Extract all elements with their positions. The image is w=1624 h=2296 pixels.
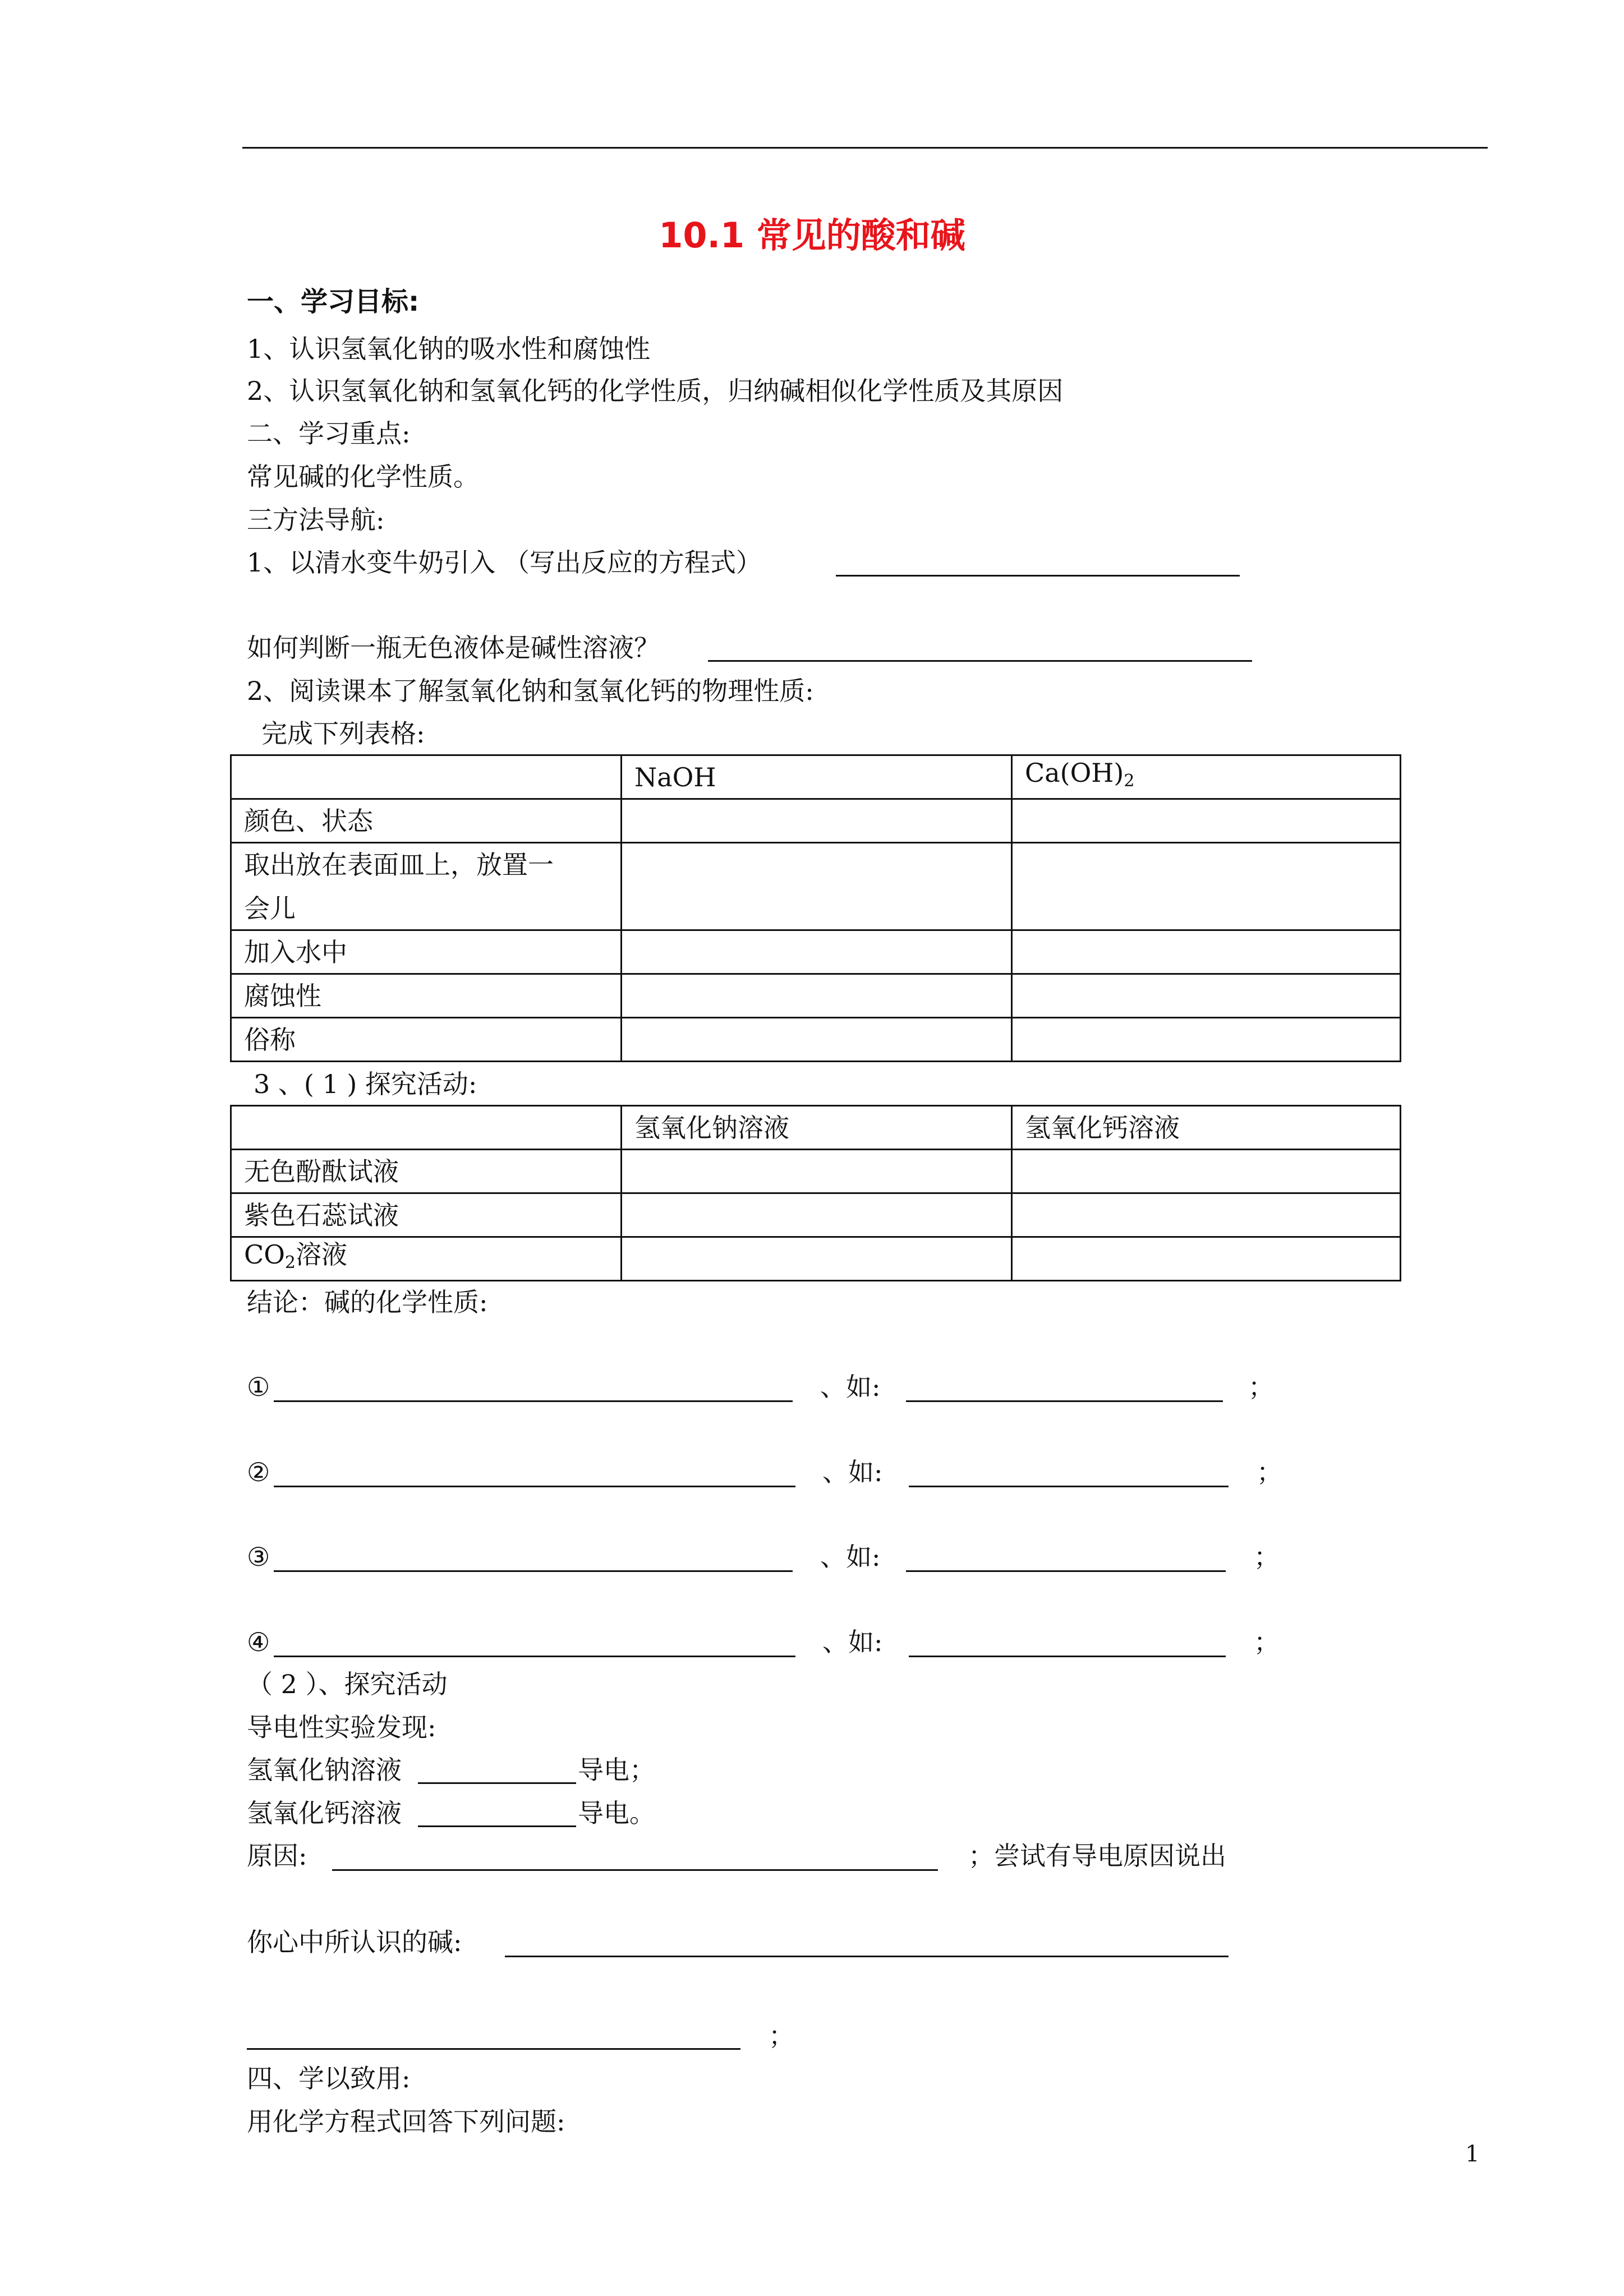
indicator-table: [230, 1105, 1401, 1281]
table-row-label: 颜色、状态: [231, 799, 622, 843]
caoh-conductivity-blank[interactable]: [418, 1825, 576, 1827]
base-blank-1[interactable]: [505, 1956, 1229, 1957]
answer-blank-equation[interactable]: [836, 575, 1240, 577]
property-number-2: ②: [247, 1457, 270, 1487]
base-end: ；: [769, 2021, 794, 2051]
section-heading-apply: 四、学以致用:: [247, 2063, 411, 2094]
table-cell-answer[interactable]: [1012, 1237, 1401, 1281]
activity-1-heading: 3 、( 1 ) 探究活动:: [254, 1069, 477, 1099]
property-blank-4[interactable]: [274, 1656, 795, 1657]
property-example-blank-1[interactable]: [906, 1400, 1223, 1402]
table-cell-answer[interactable]: [1012, 1150, 1401, 1193]
table-row-label: 加入水中: [231, 930, 622, 974]
table-cell-answer[interactable]: [622, 843, 1012, 930]
naoh-conductivity-suffix: 导电；: [578, 1755, 655, 1785]
section-heading-method: 三方法导航:: [247, 505, 385, 535]
table-cell-answer[interactable]: [622, 1150, 1012, 1193]
reason-prefix: 原因:: [247, 1841, 307, 1871]
table-row-label: 腐蚀性: [231, 974, 622, 1018]
goal-item-1: 1、认识氢氧化钠的吸水性和腐蚀性: [247, 334, 651, 364]
table-cell-answer[interactable]: [1012, 974, 1401, 1018]
table-header-naoh-solution: 氢氧化钠溶液: [622, 1106, 1012, 1150]
naoh-conductivity-blank[interactable]: [418, 1782, 576, 1784]
table-cell-answer[interactable]: [622, 1237, 1012, 1281]
table-row-label: 俗称: [231, 1018, 622, 1062]
property-end-2: ；: [1257, 1457, 1282, 1487]
page-number: 1: [1465, 2141, 1480, 2167]
table-cell-answer[interactable]: [1012, 1193, 1401, 1237]
table-header-naoh: NaOH: [622, 755, 1012, 799]
property-example-label-4: 、如:: [822, 1627, 883, 1657]
base-prompt: 你心中所认识的碱:: [247, 1927, 462, 1957]
section-heading-goals: 一、学习目标:: [247, 286, 420, 317]
naoh-conductivity-prefix: 氢氧化钠溶液: [247, 1755, 402, 1785]
focus-text: 常见碱的化学性质。: [247, 462, 479, 492]
physical-properties-table: [230, 754, 1401, 1062]
property-end-1: ；: [1248, 1372, 1274, 1402]
header-rule: [242, 147, 1488, 149]
table-cell-answer[interactable]: [1012, 1018, 1401, 1062]
answer-blank-basic[interactable]: [708, 660, 1252, 662]
method-question-1: 1、以清水变牛奶引入 （写出反应的方程式）: [247, 547, 762, 578]
caoh-conductivity-prefix: 氢氧化钙溶液: [247, 1798, 402, 1828]
table-cell-answer[interactable]: [622, 930, 1012, 974]
property-example-label-2: 、如:: [822, 1457, 883, 1487]
property-example-label-3: 、如:: [820, 1542, 881, 1572]
table-header-caoh2: $Ca(OH)_2$: [1012, 755, 1401, 799]
page-title: 10.1 常见的酸和碱: [659, 215, 965, 256]
table-row-label: 取出放在表面皿上，放置一 会儿: [231, 843, 622, 930]
table-cell-answer[interactable]: [622, 1193, 1012, 1237]
activity-2-heading: （ 2 ）、探究活动: [247, 1669, 448, 1699]
table-cell-answer[interactable]: [622, 799, 1012, 843]
property-example-blank-2[interactable]: [909, 1486, 1229, 1487]
property-example-label-1: 、如:: [820, 1372, 881, 1402]
table-row-label: $CO_2$溶液: [231, 1237, 622, 1281]
caoh-conductivity-suffix: 导电。: [578, 1798, 655, 1828]
table-row-label: 无色酚酞试液: [231, 1150, 622, 1193]
table-cell-answer[interactable]: [1012, 799, 1401, 843]
property-example-blank-3[interactable]: [906, 1570, 1226, 1572]
conductivity-discovery: 导电性实验发现:: [247, 1712, 436, 1742]
property-end-4: ；: [1254, 1627, 1280, 1657]
property-blank-3[interactable]: [274, 1570, 793, 1572]
table-cell-answer[interactable]: [1012, 930, 1401, 974]
table-cell-answer[interactable]: [1012, 843, 1401, 930]
property-number-4: ④: [247, 1627, 270, 1657]
table-instruction: 完成下列表格:: [261, 718, 425, 749]
reason-blank[interactable]: [332, 1869, 938, 1871]
property-number-1: ①: [247, 1372, 270, 1402]
property-end-3: ；: [1254, 1542, 1280, 1572]
method-question-basic: 如何判断一瓶无色液体是碱性溶液？: [247, 633, 660, 663]
goal-item-2: 2、认识氢氧化钠和氢氧化钙的化学性质，归纳碱相似化学性质及其原因: [247, 376, 1064, 406]
section-heading-focus: 二、学习重点:: [247, 418, 411, 449]
table-header-caoh2-solution: 氢氧化钙溶液: [1012, 1106, 1401, 1150]
reason-suffix: ；尝试有导电原因说出: [968, 1841, 1226, 1871]
property-blank-1[interactable]: [274, 1400, 793, 1402]
method-question-2: 2、阅读课本了解氢氧化钠和氢氧化钙的物理性质:: [247, 676, 814, 706]
property-example-blank-4[interactable]: [909, 1656, 1226, 1657]
table-cell-answer[interactable]: [622, 1018, 1012, 1062]
apply-instruction: 用化学方程式回答下列问题:: [247, 2106, 565, 2137]
property-blank-2[interactable]: [274, 1486, 795, 1487]
conclusion-heading: 结论：碱的化学性质:: [247, 1287, 488, 1317]
base-blank-2[interactable]: [247, 2048, 740, 2050]
table-cell: [231, 1106, 622, 1150]
table-cell-answer[interactable]: [622, 974, 1012, 1018]
property-number-3: ③: [247, 1542, 270, 1572]
table-cell: [231, 755, 622, 799]
table-row-label: 紫色石蕊试液: [231, 1193, 622, 1237]
